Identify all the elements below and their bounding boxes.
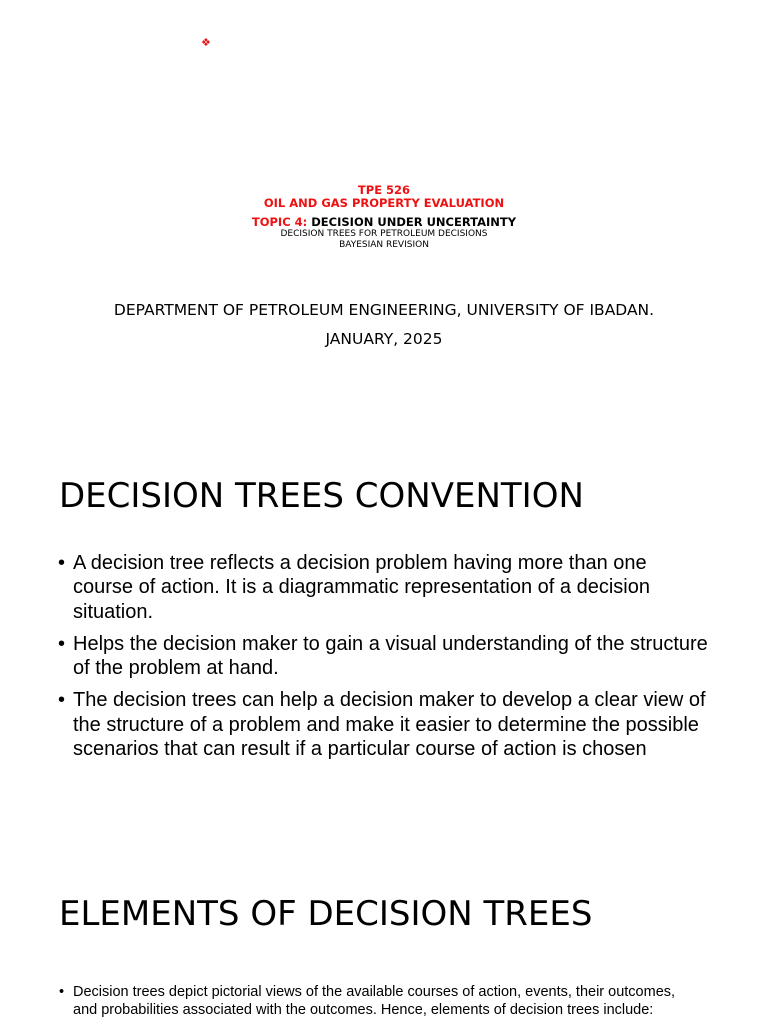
date-line: JANUARY, 2025 [325, 330, 443, 348]
decision-trees-convention-slide [0, 430, 768, 830]
bullet-icon: • [58, 552, 66, 574]
bullet-text: Decision trees depict pictorial views of the available courses of action, events, their outcomes, and probabilities associated with the outcomes. Hence, elements of decision trees include: [73, 984, 676, 1018]
elements-of-decision-trees-slide [0, 860, 768, 1024]
bullet-text: A decision tree reflects a decision problem having more than one course of action. It is a diagrammatic representation of a decision situation. [73, 552, 650, 623]
bullet-icon: • [59, 984, 65, 1000]
bullet-item [59, 984, 699, 1019]
bullet-icon: • [58, 632, 66, 655]
bullet-item [58, 632, 708, 681]
bullet-list [58, 551, 708, 769]
subtopic-bayesian-revision: BAYESIAN REVISION [339, 240, 429, 250]
topic-line [0, 216, 768, 229]
bullet-text: The decision trees can help a decision maker to develop a clear view of the structure of a problem and make it easier to determine the possible scenarios that can result if a particular course of action is chosen [73, 689, 706, 761]
bullet-list [59, 984, 699, 1027]
bullet-item [58, 551, 708, 624]
department-line: DEPARTMENT OF PETROLEUM ENGINEERING, UNIVERSITY OF IBADAN. [113, 301, 655, 319]
slide-heading: ELEMENTS OF DECISION TREES [59, 894, 593, 934]
topic-prefix: TOPIC 4: [251, 215, 312, 229]
bullet-item [58, 688, 708, 761]
topic-title: DECISION UNDER UNCERTAINTY [311, 215, 517, 229]
title-slide [0, 0, 768, 400]
course-title: OIL AND GAS PROPERTY EVALUATION [263, 196, 505, 210]
bullet-text: Helps the decision maker to gain a visual understanding of the structure of the problem at hand. [73, 632, 708, 680]
bullet-icon: • [58, 689, 66, 712]
course-code: TPE 526 [357, 183, 411, 197]
diamond-ornament-icon: ❖ [201, 36, 211, 49]
slide-heading: DECISION TREES CONVENTION [59, 476, 584, 516]
subtopic-decision-trees: DECISION TREES FOR PETROLEUM DECISIONS [280, 229, 488, 239]
title-block [0, 184, 768, 251]
